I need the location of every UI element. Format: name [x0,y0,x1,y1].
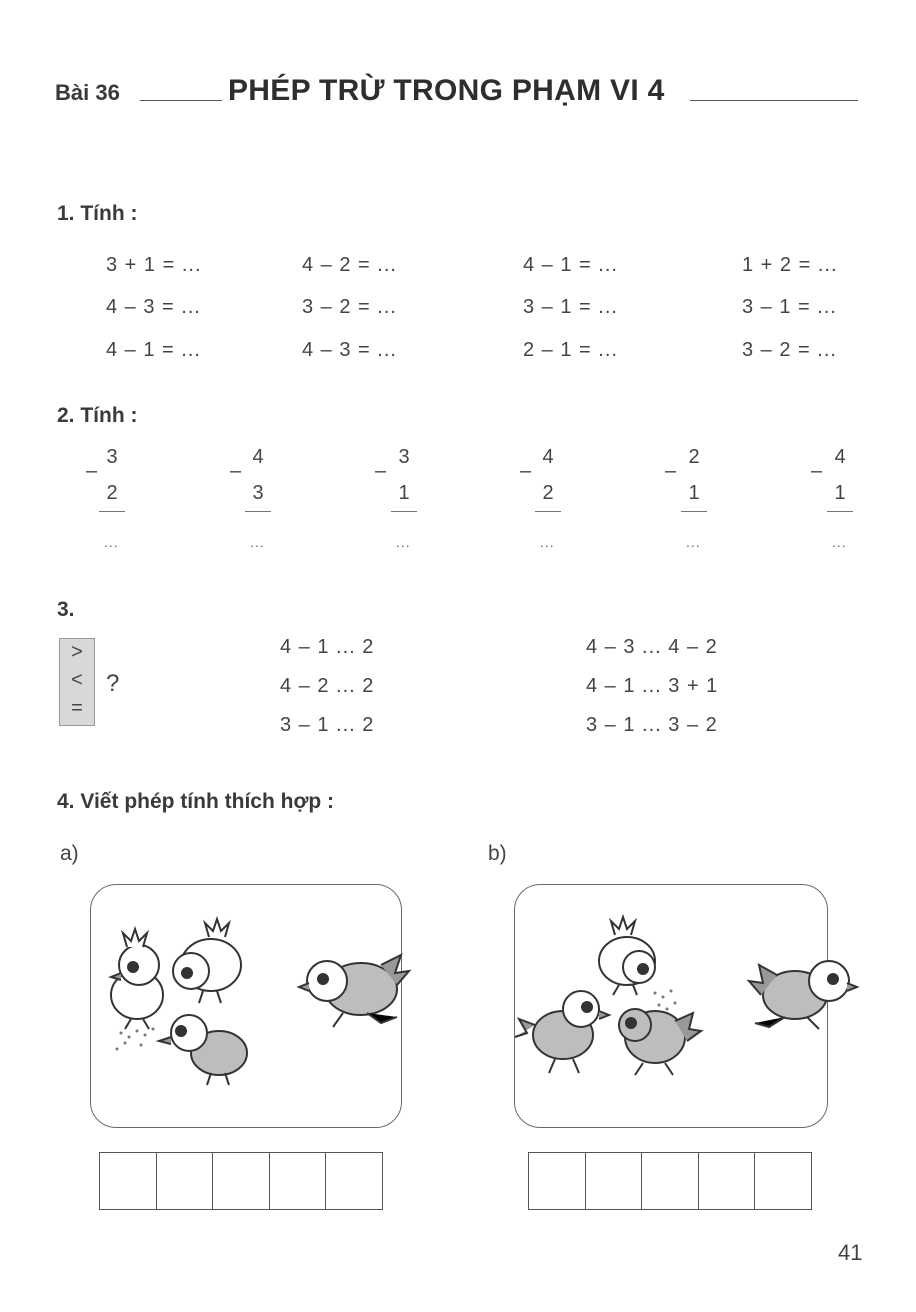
subtrahend: 1 [398,482,410,504]
answer-dots: ... [250,534,265,550]
minus-sign: – [230,460,242,482]
minus-sign: – [375,460,387,482]
answer-cell[interactable] [698,1152,756,1210]
answer-boxes-b [528,1152,811,1210]
minuend: 4 [542,446,554,468]
ex1-expression: 3 – 1 = ... [523,296,618,318]
exercise-4-heading: 4. Viết phép tính thích hợp : [57,790,335,813]
result-line [827,511,853,512]
chick-icon [111,929,163,1029]
minuend: 3 [398,446,410,468]
answer-cell[interactable] [754,1152,812,1210]
answer-cell[interactable] [269,1152,327,1210]
header-rule-right [690,100,858,101]
answer-cell[interactable] [99,1152,157,1210]
less-than-sign: < [71,669,83,691]
result-line [681,511,707,512]
greater-than-sign: > [71,641,83,663]
ex1-expression: 3 – 1 = ... [742,296,837,318]
answer-cell[interactable] [528,1152,586,1210]
minus-sign: – [520,460,532,482]
chick-icon [173,919,241,1003]
minuend: 3 [106,446,118,468]
exercise-3-heading: 3. [57,598,75,621]
equals-sign: = [71,697,83,719]
ex1-expression: 4 – 2 = ... [302,254,397,276]
ex1-expression: 4 – 3 = ... [302,339,397,361]
answer-boxes-a [99,1152,382,1210]
ex1-expression: 3 – 2 = ... [302,296,397,318]
answer-cell[interactable] [212,1152,270,1210]
comparison-expression: 4 – 1 ... 2 [280,636,375,658]
ex1-expression: 1 + 2 = ... [742,254,838,276]
exercise-1-heading: 1. Tính : [57,202,138,225]
grain-dots [654,990,677,1011]
comparison-expression: 3 – 1 ... 3 – 2 [586,714,718,736]
picture-b-frame [514,884,828,1128]
answer-dots: ... [832,534,847,550]
comparison-expression: 3 – 1 ... 2 [280,714,375,736]
chick-icon [619,1009,701,1075]
answer-cell[interactable] [156,1152,214,1210]
minuend: 4 [834,446,846,468]
chick-icon [159,1015,247,1085]
ex1-expression: 3 + 1 = ... [106,254,202,276]
chick-icon [299,955,409,1027]
question-mark: ? [106,670,120,697]
answer-cell[interactable] [641,1152,699,1210]
header-rule-left [140,100,222,101]
answer-dots: ... [104,534,119,550]
exercise-2-heading: 2. Tính : [57,404,138,427]
result-line [99,511,125,512]
chick-icon [599,917,655,995]
comparison-signs-box [59,638,95,726]
answer-dots: ... [686,534,701,550]
picture-a-frame [90,884,402,1128]
grain-dots [116,1028,155,1051]
result-line [391,511,417,512]
result-line [535,511,561,512]
answer-cell[interactable] [585,1152,643,1210]
subtrahend: 1 [688,482,700,504]
ex1-expression: 4 – 1 = ... [106,339,201,361]
answer-dots: ... [396,534,411,550]
subtrahend: 1 [834,482,846,504]
comparison-expression: 4 – 3 ... 4 – 2 [586,636,718,658]
minus-sign: – [86,460,98,482]
answer-dots: ... [540,534,555,550]
lesson-number: Bài 36 [55,80,120,105]
ex1-expression: 3 – 2 = ... [742,339,837,361]
result-line [245,511,271,512]
chicks-illustration-a [91,885,431,1127]
comparison-expression: 4 – 1 ... 3 + 1 [586,675,719,697]
ex1-expression: 4 – 3 = ... [106,296,201,318]
subtrahend: 2 [106,482,118,504]
minus-sign: – [665,460,677,482]
minuend: 4 [252,446,264,468]
ex1-expression: 2 – 1 = ... [523,339,618,361]
minus-sign: – [811,460,823,482]
part-a-label: a) [60,842,79,865]
answer-cell[interactable] [325,1152,383,1210]
page-number: 41 [838,1240,863,1265]
part-b-label: b) [488,842,507,865]
chick-icon [515,991,609,1073]
subtrahend: 3 [252,482,264,504]
chick-icon [749,961,857,1029]
minuend: 2 [688,446,700,468]
comparison-expression: 4 – 2 ... 2 [280,675,375,697]
chicks-illustration-b [515,885,855,1127]
page-title: PHÉP TRỪ TRONG PHẠM VI 4 [228,74,665,107]
subtrahend: 2 [542,482,554,504]
ex1-expression: 4 – 1 = ... [523,254,618,276]
